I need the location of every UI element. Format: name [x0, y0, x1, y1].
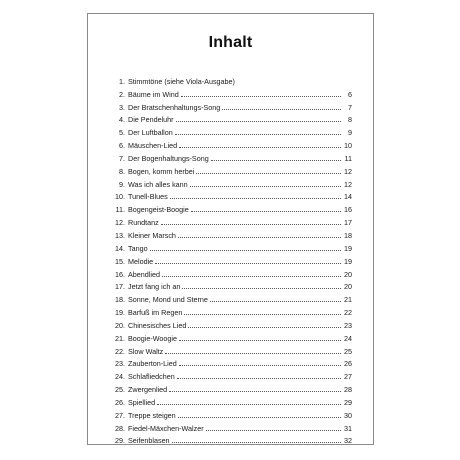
entry-page-number: 27	[344, 372, 352, 382]
entry-page-number: 9	[348, 128, 352, 138]
entry-page-number: 22	[344, 308, 352, 318]
dot-leader	[172, 441, 341, 443]
entry-page-number: 21	[344, 295, 352, 305]
dot-leader	[211, 159, 341, 161]
entry-page-number: 24	[344, 333, 352, 343]
entry-title: Tango	[128, 243, 148, 253]
entry-number: 7.	[119, 153, 125, 163]
dot-leader	[210, 300, 341, 302]
dot-leader	[162, 275, 341, 277]
entry-title: Seifenblasen	[128, 436, 170, 446]
entry-title: Sonne, Mond und Sterne	[128, 295, 208, 305]
entry-title: Chinesisches Lied	[128, 320, 187, 330]
entry-page-number: 32	[344, 436, 352, 446]
toc-entry	[112, 150, 352, 163]
entry-number: 6.	[119, 141, 125, 151]
dot-leader	[188, 326, 341, 328]
dot-leader	[181, 95, 341, 97]
toc-entry	[112, 420, 352, 433]
toc-entry	[112, 433, 352, 446]
entry-title: Boogie-Woogie	[128, 333, 178, 343]
toc-entry	[112, 137, 352, 150]
entry-title: Spiellied	[128, 397, 156, 407]
entry-title: Was ich alles kann	[128, 179, 188, 189]
entry-title: Bogen, komm herbei	[128, 166, 195, 176]
entry-page-number: 12	[344, 179, 352, 189]
entry-title: Bäume im Wind	[128, 89, 179, 99]
entry-page-number: 23	[344, 320, 352, 330]
dot-leader	[155, 262, 341, 264]
entry-page-number: 20	[344, 282, 352, 292]
entry-page-number: 17	[344, 218, 352, 228]
dot-leader	[161, 223, 341, 225]
toc-entry	[112, 368, 352, 381]
table-of-contents	[112, 73, 352, 445]
document-page	[87, 13, 374, 445]
entry-number: 22.	[115, 346, 125, 356]
toc-entry	[112, 266, 352, 279]
entry-title: Fiedel-Mäxchen-Walzer	[128, 423, 204, 433]
toc-entry	[112, 330, 352, 343]
toc-entry	[112, 253, 352, 266]
toc-entry	[112, 343, 352, 356]
toc-entry	[112, 227, 352, 240]
dot-leader	[179, 146, 341, 148]
entry-number: 14.	[115, 243, 125, 253]
entry-number: 9.	[119, 179, 125, 189]
dot-leader	[179, 364, 341, 366]
entry-title: Jetzt fang ich an	[128, 282, 181, 292]
dot-leader	[170, 197, 341, 199]
entry-title: Barfuß im Regen	[128, 308, 183, 318]
entry-page-number: 31	[344, 423, 352, 433]
entry-title: Slow Waltz	[128, 346, 164, 356]
toc-entry	[112, 356, 352, 369]
entry-number: 25.	[115, 385, 125, 395]
entry-title: Bogengeist-Boogie	[128, 205, 189, 215]
toc-entry	[112, 317, 352, 330]
entry-title: Zwergenlied	[128, 385, 168, 395]
entry-page-number: 19	[344, 256, 352, 266]
entry-page-number: 26	[344, 359, 352, 369]
entry-number: 3.	[119, 102, 125, 112]
entry-page-number: 10	[344, 141, 352, 151]
entry-number: 26.	[115, 397, 125, 407]
dot-leader	[175, 133, 341, 135]
dot-leader	[182, 287, 341, 289]
entry-title: Die Pendeluhr	[128, 115, 174, 125]
entry-page-number: 12	[344, 166, 352, 176]
entry-number: 12.	[115, 218, 125, 228]
toc-entry	[112, 381, 352, 394]
entry-title: Schlafliedchen	[128, 372, 175, 382]
dot-leader	[178, 236, 341, 238]
dot-leader	[206, 429, 341, 431]
toc-entry	[112, 240, 352, 253]
entry-number: 29.	[115, 436, 125, 446]
entry-page-number: 14	[344, 192, 352, 202]
entry-page-number: 7	[348, 102, 352, 112]
entry-number: 19.	[115, 308, 125, 318]
entry-number: 2.	[119, 89, 125, 99]
toc-entry	[112, 99, 352, 112]
page-title: Inhalt	[208, 34, 253, 51]
entry-page-number: 30	[344, 410, 352, 420]
entry-number: 11.	[115, 205, 125, 215]
entry-title: Der Luftballon	[128, 128, 173, 138]
dot-leader	[196, 172, 341, 174]
entry-page-number: 8	[348, 115, 352, 125]
toc-entry	[112, 394, 352, 407]
entry-number: 15.	[115, 256, 125, 266]
entry-number: 21.	[115, 333, 125, 343]
dot-leader	[178, 416, 341, 418]
toc-entry	[112, 112, 352, 125]
dot-leader	[222, 108, 341, 110]
entry-number: 8.	[119, 166, 125, 176]
entry-title: Tunell-Blues	[128, 192, 168, 202]
entry-number: 18.	[115, 295, 125, 305]
entry-number: 13.	[115, 230, 125, 240]
entry-page-number: 19	[344, 243, 352, 253]
entry-page-number: 11	[344, 153, 352, 163]
entry-page-number: 28	[344, 385, 352, 395]
dot-leader	[190, 185, 341, 187]
toc-entry	[112, 407, 352, 420]
dot-leader	[184, 313, 341, 315]
entry-title: Treppe steigen	[128, 410, 176, 420]
entry-page-number: 6	[348, 89, 352, 99]
entry-number: 17.	[115, 282, 125, 292]
entry-number: 20.	[115, 320, 125, 330]
entry-number: 28.	[115, 423, 125, 433]
entry-page-number: 18	[344, 230, 352, 240]
dot-leader	[165, 352, 341, 354]
dot-leader	[177, 377, 341, 379]
entry-page-number: 29	[344, 397, 352, 407]
toc-entry	[112, 214, 352, 227]
toc-entry	[112, 86, 352, 99]
entry-number: 16.	[115, 269, 125, 279]
entry-title: Mäuschen-Lied	[128, 141, 178, 151]
entry-number: 5.	[119, 128, 125, 138]
toc-entry	[112, 73, 352, 86]
toc-entry	[112, 189, 352, 202]
entry-title: Stimmtöne (siehe Viola-Ausgabe)	[128, 76, 235, 86]
toc-entry	[112, 163, 352, 176]
dot-leader	[191, 210, 341, 212]
dot-leader	[150, 249, 341, 251]
entry-title: Der Bratschenhaltungs-Song	[128, 102, 221, 112]
entry-title: Rundtanz	[128, 218, 159, 228]
dot-leader	[176, 120, 341, 122]
entry-number: 23.	[115, 359, 125, 369]
entry-number: 4.	[119, 115, 125, 125]
entry-number: 1.	[119, 76, 125, 86]
dot-leader	[169, 390, 341, 392]
entry-title: Zauberton-Lied	[128, 359, 177, 369]
entry-page-number: 16	[344, 205, 352, 215]
entry-number: 27.	[115, 410, 125, 420]
toc-entry	[112, 279, 352, 292]
entry-title: Der Bogenhaltungs-Song	[128, 153, 209, 163]
entry-page-number: 25	[344, 346, 352, 356]
entry-title: Melodie	[128, 256, 154, 266]
toc-entry	[112, 291, 352, 304]
toc-entry	[112, 176, 352, 189]
toc-entry	[112, 124, 352, 137]
entry-number: 24.	[115, 372, 125, 382]
dot-leader	[179, 339, 341, 341]
toc-entry	[112, 304, 352, 317]
entry-title: Kleiner Marsch	[128, 230, 176, 240]
dot-leader	[157, 403, 341, 405]
entry-page-number: 20	[344, 269, 352, 279]
toc-entry	[112, 201, 352, 214]
entry-title: Abendlied	[128, 269, 160, 279]
entry-number: 10.	[115, 192, 125, 202]
